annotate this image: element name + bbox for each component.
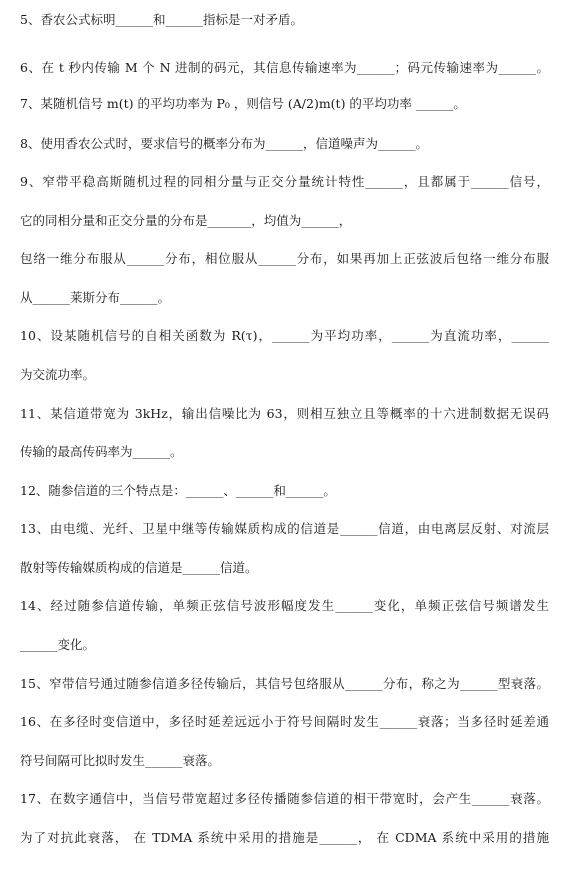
question-9-line-1: 9、窄带平稳高斯随机过程的同相分量与正交分量统计特性______，且都属于______信号， — [20, 174, 549, 189]
question-17-line-2: 为了对抗此衰落， 在 TDMA 系统中采用的措施是______， 在 CDMA 系统中采用的措施 — [20, 830, 549, 845]
question-13-line-2: 散射等传输媒质构成的信道是______信道。 — [20, 560, 258, 575]
question-14-line-2: ______变化。 — [20, 637, 96, 652]
question-9-line-4: 从______莱斯分布______。 — [20, 290, 171, 305]
question-13-line-1: 13、由电缆、光纤、卫星中继等传输媒质构成的信道是______信道，由电离层反射、对流层 — [20, 521, 549, 536]
question-17-line-1: 17、在数字通信中，当信号带宽超过多径传播随参信道的相干带宽时，会产生______衰落。 — [20, 791, 549, 806]
question-10-line-2: 为交流功率。 — [20, 367, 96, 382]
question-16-line-2: 符号间隔可比拟时发生______衰落。 — [20, 753, 221, 768]
question-9-line-2: 它的同相分量和正交分量的分布是_______，均值为______， — [20, 213, 352, 228]
question-10-line-1: 10、设某随机信号的自相关函数为 R(τ)，______为平均功率，______为直流功率，______ — [20, 328, 549, 343]
question-16-line-1: 16、在多径时变信道中，多径时延差远远小于符号间隔时发生______衰落；当多径时延差通 — [20, 714, 549, 729]
question-11-line-1: 11、某信道带宽为 3kHz，输出信噪比为 63，则相互独立且等概率的十六进制数据无误码 — [20, 406, 549, 421]
question-7-line-1: 7、某随机信号 m(t) 的平均功率为 P₀ ，则信号 (A/2)m(t) 的平均功率 ______。 — [20, 96, 466, 111]
question-5-line-1: 5、香农公式标明______和______指标是一对矛盾。 — [20, 12, 303, 27]
question-9-line-3: 包络一维分布服从______分布，相位服从______分布，如果再加上正弦波后包络一维分布服 — [20, 251, 549, 266]
question-12-line-1: 12、随参信道的三个特点是：______、______和______。 — [20, 483, 336, 498]
question-14-line-1: 14、经过随参信道传输，单频正弦信号波形幅度发生______变化，单频正弦信号频谱发生 — [20, 598, 549, 613]
question-8-line-1: 8、使用香农公式时，要求信号的概率分布为______，信道噪声为______。 — [20, 136, 428, 151]
question-6-line-1: 6、在 t 秒内传输 M 个 N 进制的码元，其信息传输速率为______；码元传输速率为______。 — [20, 60, 549, 75]
question-15-line-1: 15、窄带信号通过随参信道多径传输后，其信号包络服从______分布，称之为______型衰落。 — [20, 676, 549, 691]
question-11-line-2: 传输的最高传码率为______。 — [20, 444, 183, 459]
